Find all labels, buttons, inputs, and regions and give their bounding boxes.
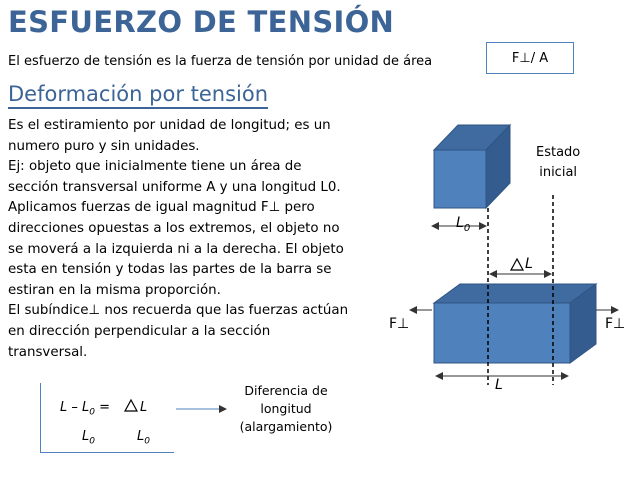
body-line: Aplicamos fuerzas de igual magnitud F⊥ pero [8, 200, 315, 216]
body-line: transversal. [8, 344, 88, 360]
l0-label: $L_0$ [456, 215, 471, 234]
difference-note [228, 382, 344, 436]
strain-formula-box [40, 383, 174, 453]
strain-denominator-left: $L_0$ [82, 429, 95, 447]
difference-note-line: longitud [260, 401, 312, 416]
section-subtitle: Deformación por tensión [8, 81, 268, 109]
body-line: en dirección perpendicular a la sección [8, 323, 271, 339]
body-line: se moverá a la izquierda ni a la derecha. El objeto [8, 241, 344, 257]
body-line: Es el estiramiento por unidad de longitud; es un [8, 118, 331, 133]
body-line: sección transversal uniforme A y una longitud L0. [8, 179, 341, 195]
difference-note-line: Diferencia de [244, 383, 328, 398]
body-line: Ej: objeto que inicialmente tiene un área de [8, 159, 302, 175]
difference-note-line: (alargamiento) [239, 419, 333, 434]
initial-cube [434, 125, 510, 208]
initial-state-label [536, 143, 580, 183]
body-line: esta en tensión y todas las partes de la barra se [8, 262, 332, 278]
strain-numerator-left: L – $L_0$ = [60, 400, 111, 418]
delta-icon [511, 259, 523, 270]
body-line: estiran en la misma proporción. [8, 282, 221, 298]
delta-l-label: L [525, 256, 533, 272]
length-label: L [495, 377, 503, 393]
body-line: El subíndice⊥ nos recuerda que las fuerzas actúan [8, 303, 349, 319]
strain-denominator-right: $L_0$ [137, 429, 150, 447]
initial-state-line2: inicial [539, 165, 578, 180]
page-title: ESFUERZO DE TENSIÓN [8, 5, 395, 39]
stress-definition: El esfuerzo de tensión es la fuerza de tensión por unidad de área [8, 54, 433, 69]
body-line: numero puro y sin unidades. [8, 138, 200, 154]
stress-formula: F⊥/ A [511, 50, 549, 66]
strain-numerator-right: L [140, 400, 148, 415]
force-right-label: F⊥ [605, 316, 626, 332]
body-line: direcciones opuestas a los extremos, el objeto no [8, 220, 340, 236]
force-left-label: F⊥ [389, 316, 410, 332]
stretched-bar [434, 284, 596, 363]
initial-state-line1: Estado [536, 145, 581, 160]
